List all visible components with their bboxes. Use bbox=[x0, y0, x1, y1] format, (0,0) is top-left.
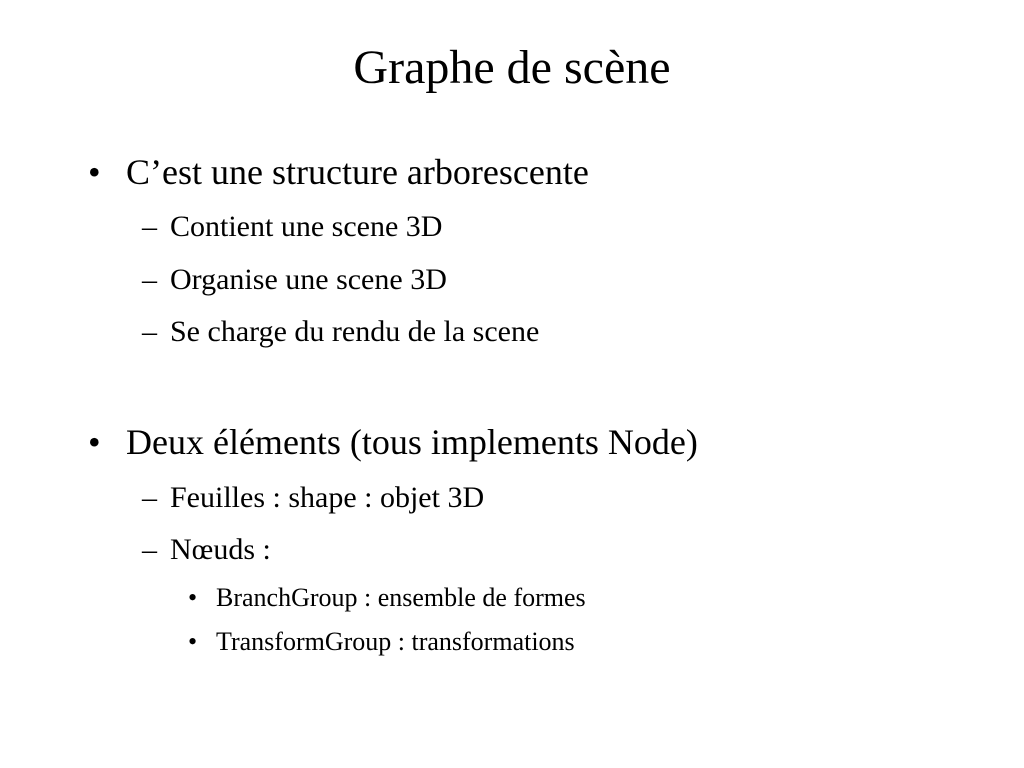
bullet-marker: • bbox=[88, 152, 101, 192]
dash-marker: – bbox=[142, 315, 157, 348]
sub-bullet-text: Contient une scene 3D bbox=[170, 210, 443, 243]
dash-marker: – bbox=[142, 263, 157, 296]
dash-marker: – bbox=[142, 210, 157, 243]
dash-marker: – bbox=[142, 533, 157, 566]
sub-bullet-text: Nœuds : bbox=[170, 533, 271, 566]
bullet-marker: • bbox=[88, 422, 101, 462]
sub-bullet-text: Se charge du rendu de la scene bbox=[170, 315, 540, 348]
sub-bullet-text: Feuilles : shape : objet 3D bbox=[170, 481, 485, 514]
small-bullet-marker: • bbox=[188, 583, 198, 612]
small-bullet-marker: • bbox=[188, 627, 198, 656]
sub-bullet-text: Organise une scene 3D bbox=[170, 263, 447, 296]
sub-sub-bullet-text: BranchGroup : ensemble de formes bbox=[216, 583, 586, 612]
slide-title: Graphe de scène bbox=[353, 41, 671, 94]
dash-marker: – bbox=[142, 481, 157, 514]
bullet-text: C’est une structure arborescente bbox=[126, 152, 589, 192]
sub-sub-bullet-text: TransformGroup : transformations bbox=[216, 627, 575, 656]
bullet-text: Deux éléments (tous implements Node) bbox=[126, 422, 698, 462]
